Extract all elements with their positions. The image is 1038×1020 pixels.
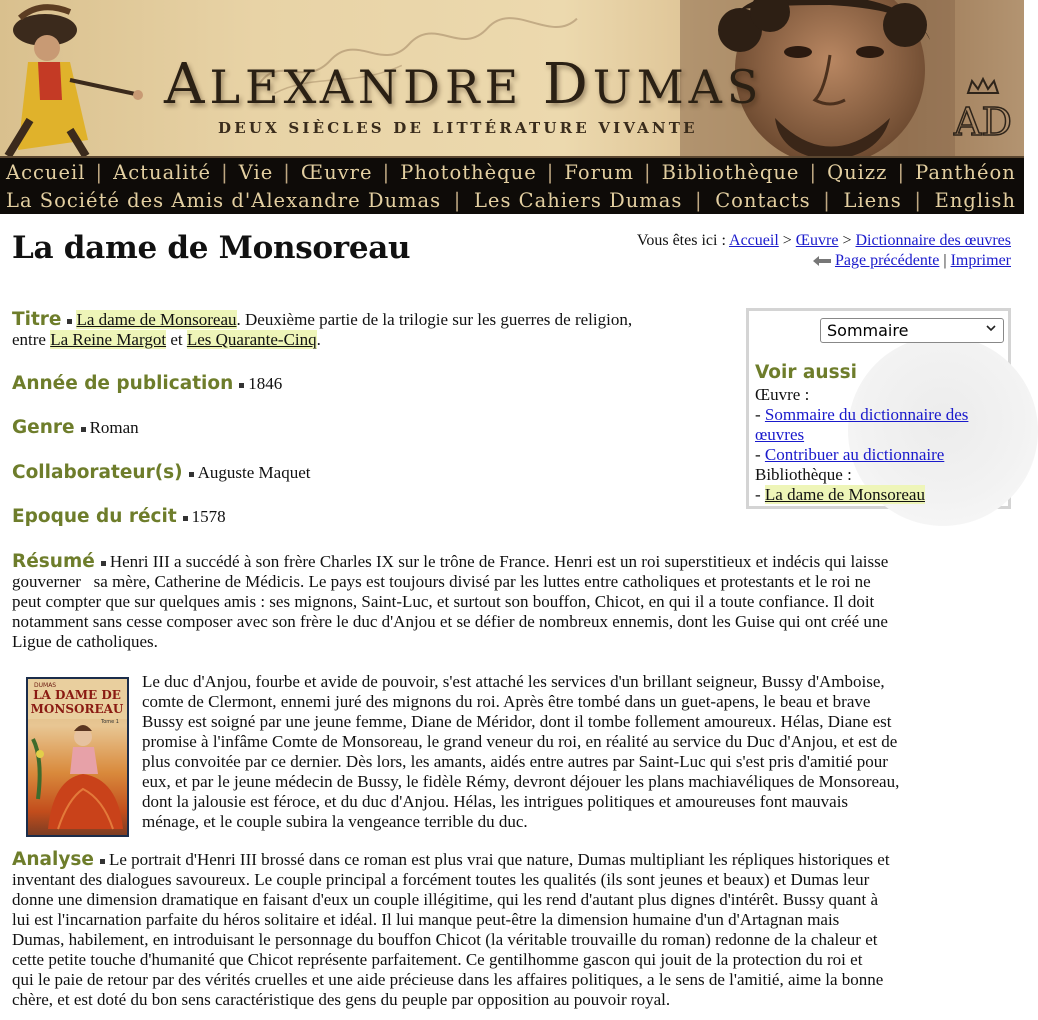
nav-contacts[interactable]: Contacts [715,188,811,212]
svg-text:AD: AD [954,100,1012,144]
site-banner [0,0,1024,156]
breadcrumb-separator: > [782,232,792,249]
field-collaborateur [12,463,310,483]
cover-tome: Tome 1 [101,719,119,725]
nav-separator: | [382,160,391,184]
text-line: gouverner sa mère, Catherine de Médicis. Le pays est toujours divisé par les luttes entre catholiques et protestants et le roi ne [12,572,871,591]
nav-separator: | [95,160,104,184]
breadcrumb-dictionnaire[interactable]: Dictionnaire des œuvres [855,232,1011,249]
nav-separator: | [823,188,831,212]
field-label: Titre [12,309,62,330]
field-text: entre [12,330,46,349]
text-line: dont la jalousie est féroce, et du duc d'Anjou. Hélas, les intrigues politiques et amoureuses font mauvais [142,792,849,811]
nav-actualite[interactable]: Actualité [113,160,212,184]
field-titre [12,310,632,350]
nav-separator: | [644,160,652,184]
nav-english[interactable]: English [934,188,1016,212]
cover-title-line2: MONSOREAU [30,702,124,716]
bullet-icon [67,319,72,324]
site-subtitle: DEUX SIÈCLES DE LITTÉRATURE VIVANTE [218,119,698,137]
nav-row-primary [0,158,1024,186]
see-also-box [746,308,1011,509]
text-line: Le duc d'Anjou, fourbe et avide de pouvoir, s'est attaché les services d'un brillant seigneur, Bussy d'Amboise, [142,672,885,691]
field-text: . [316,330,321,349]
nav-societe[interactable]: La Société des Amis d'Alexandre Dumas [6,188,442,212]
field-value: Roman [89,418,139,437]
field-value: 1846 [248,374,283,393]
nav-forum[interactable]: Forum [564,160,634,184]
cover-title-line1: LA DAME DE [33,688,121,702]
link-reine-margot[interactable]: La Reine Margot [50,330,167,349]
nav-separator: | [283,160,291,184]
list-dash: - [755,445,761,464]
text-line: ménage, et le couple subira la vengeance terrible du duc. [142,812,528,831]
nav-accueil[interactable]: Accueil [6,160,86,184]
text-line: Henri III a succédé à son frère Charles IX sur le trône de France. Henri est un roi superstitieux et indécis qui laisse [109,552,889,571]
link-quarante-cinq[interactable]: Les Quarante-Cinq [186,330,317,349]
print-link[interactable]: Imprimer [950,252,1011,269]
analyse-section [12,850,1012,1010]
nav-separator: | [897,160,906,184]
cover-publisher: DUMAS [34,682,57,689]
field-label: Genre [12,417,75,438]
see-also-content [755,361,1005,505]
site-title: ALEXANDRE DUMAS [164,52,764,117]
sommaire-select[interactable] [820,318,1004,343]
field-label: Epoque du récit [12,506,177,527]
nav-separator: | [695,188,703,212]
text-line: notamment sans cesse composer avec son frère le duc d'Anjou et se défier de nombreux ennemis, dont les Guise qui ont créé une [12,612,888,631]
text-line: Bussy est soigné par une jeune femme, Diane de Méridor, dont il tombe follement amoureux. Hélas, Diane est [142,712,892,731]
text-line: lui est l'incarnation parfaite du héros solitaire et idéal. Il lui manque peut-être la dimension humaine d'un d'Artagnan mais [12,910,840,929]
nav-oeuvre[interactable]: Œuvre [300,160,373,184]
nav-bibliotheque[interactable]: Bibliothèque [661,160,800,184]
bullet-icon [239,383,244,388]
text-line: inventant des dialogues savoureux. Le couple principal a forcément toutes les qualités (ils sont jeunes et beaux) et Dumas leur [12,870,870,889]
bullet-icon [100,859,105,864]
breadcrumb [637,231,1011,271]
text-line: plus convoitée par ce dernier. Dès lors, les amants, aidés entre autres par Saint-Luc qui s'est pris d'amitié pour [142,752,888,771]
list-dash: - [755,405,761,424]
nav-quizz[interactable]: Quizz [827,160,888,184]
nav-phototheque[interactable]: Photothèque [400,160,537,184]
bullet-icon [101,561,106,566]
link-separator: | [943,252,947,269]
main-navigation [0,156,1024,214]
text-line: qui le paie de retour par des vérités cruelles et une aide précieuse dans les affaires politiques, a le sens de l'amitié, aime la bonne [12,970,884,989]
back-link[interactable]: Page précédente [834,252,940,269]
nav-separator: | [453,188,462,212]
text-line: promise à l'infâme Comte de Monsoreau, le grand veneur du roi, en réalité au service du Duc d'Anjou, et est de [142,732,898,751]
field-label: Collaborateur(s) [12,462,183,483]
breadcrumb-separator: > [842,232,852,249]
resume-continued [142,672,1012,832]
nav-vie[interactable]: Vie [238,160,274,184]
bullet-icon [183,516,188,521]
link-sommaire-dictionnaire[interactable]: Sommaire du dictionnaire des œuvres [755,405,969,444]
text-line: donne une dimension dramatique en faisant d'eux un couple illégitime, qui les rend d'autant plus dignes d'intérêt. Bussy quant à [12,890,879,909]
field-label: Année de publication [12,373,234,394]
text-line: chère, et est doté du bon sens caractéristique des gens du peuple par opposition au pouvoir royal. [12,990,671,1009]
link-bibliotheque-book[interactable]: La dame de Monsoreau [764,485,925,504]
book-cover-image [26,677,129,837]
breadcrumb-prefix: Vous êtes ici : [636,232,726,249]
bullet-icon [189,472,194,477]
monogram-logo [954,75,1012,145]
back-arrow-icon [812,255,832,267]
resume-section [12,552,1012,652]
field-value: 1578 [191,507,226,526]
nav-row-secondary [0,186,1024,214]
text-line: peut compter que sur quelques amis : ses mignons, Saint-Luc, et surtout son bouffon, Chicot, en qui il a toute confiance. Il doit [12,592,875,611]
field-epoque [12,507,226,527]
field-genre [12,418,139,438]
text-line: eux, et par le jeune médecin de Bussy, le fidèle Rémy, devront déjouer les plans machiavéliques de Monsoreau, [142,772,900,791]
bibliotheque-label: Bibliothèque : [755,465,852,484]
field-annee [12,374,282,394]
musketeer-illustration [0,0,160,156]
nav-pantheon[interactable]: Panthéon [915,160,1016,184]
page-title: La dame de Monsoreau [12,230,411,266]
see-also-heading: Voir aussi [755,362,857,383]
field-label: Résumé [12,551,95,572]
bullet-icon [81,427,86,432]
text-line: Dumas, habilement, en introduisant le personnage du bouffon Chicot (la véritable trouvaille du roman) redonne de la chaleur et [12,930,878,949]
text-line: Le portrait d'Henri III brossé dans ce roman est plus vrai que nature, Dumas multipliant les répliques historiques et [108,850,890,869]
nav-separator: | [914,188,922,212]
nav-liens[interactable]: Liens [843,188,902,212]
nav-cahiers[interactable]: Les Cahiers Dumas [473,188,683,212]
field-label: Analyse [12,849,94,870]
breadcrumb-oeuvre[interactable]: Œuvre [795,232,839,249]
nav-separator: | [221,160,229,184]
text-line: comte de Clermont, ennemi juré des mignons du roi. Après être tombé dans un guet-apens, le beau et brave [142,692,871,711]
field-value: Auguste Maquet [197,463,311,482]
breadcrumb-accueil[interactable]: Accueil [729,232,779,249]
nav-separator: | [546,160,555,184]
oeuvre-label: Œuvre : [755,385,810,404]
text-line: Ligue de catholiques. [12,632,158,651]
link-self-title[interactable]: La dame de Monsoreau [76,310,237,329]
field-text: et [170,330,183,349]
list-dash: - [755,485,761,504]
nav-separator: | [809,160,818,184]
field-text: . Deuxième partie de la trilogie sur les guerres de religion, [236,310,633,329]
text-line: cette petite touche d'humanité que Chicot représente parfaitement. Ce gentilhomme gascon qui jouit de la protection du roi et [12,950,863,969]
link-contribuer[interactable]: Contribuer au dictionnaire [764,445,945,464]
